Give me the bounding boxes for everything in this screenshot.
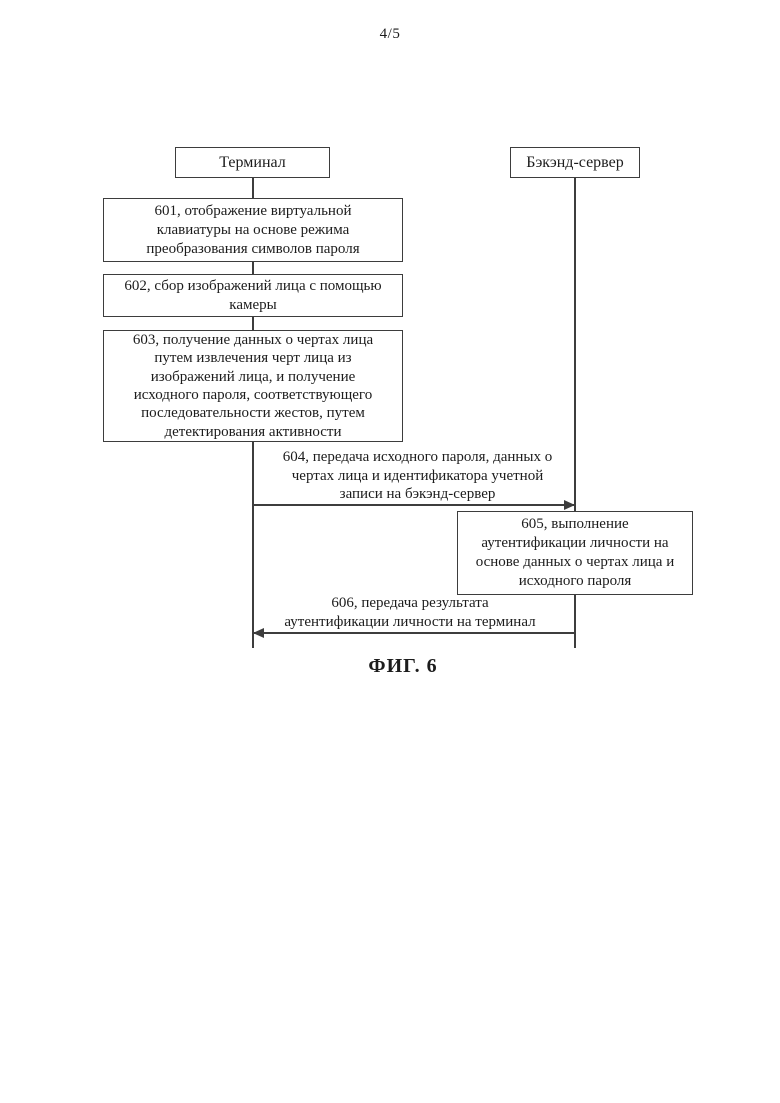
actor-box-terminal bbox=[175, 147, 330, 178]
message-arrow-606 bbox=[253, 632, 575, 634]
lifeline-terminal-segment bbox=[252, 317, 254, 330]
actor-label-backend: Бэкэнд-сервер bbox=[526, 153, 624, 171]
arrowhead-right-icon bbox=[564, 500, 575, 510]
step-box-602 bbox=[103, 274, 403, 317]
arrowhead-left-icon bbox=[253, 628, 264, 638]
step-text-603: 603, получение данных о чертах лица путем извлечения черт лица из изображений лица, и получение исходного пароля, соответствующего последовательности жестов, путем детектирования активности bbox=[132, 332, 374, 440]
message-text-606: 606, передача результата аутентификации личности на терминал bbox=[284, 595, 536, 630]
step-box-603 bbox=[103, 330, 403, 442]
step-box-601 bbox=[103, 198, 403, 262]
page-number: 4/5 bbox=[379, 26, 401, 42]
step-box-605 bbox=[457, 511, 693, 595]
message-arrow-604 bbox=[253, 504, 575, 506]
message-text-604: 604, передача исходного пароля, данных о чертах лица и идентификатора учетной записи на бэкэнд-сервер bbox=[282, 449, 553, 502]
actor-box-backend bbox=[510, 147, 640, 178]
actor-label-terminal: Терминал bbox=[219, 153, 286, 171]
step-text-601: 601, отображение виртуальной клавиатуры на основе режима преобразования символов пароля bbox=[146, 202, 360, 257]
step-text-605: 605, выполнение аутентификации личности на основе данных о чертах лица и исходного пароля bbox=[475, 516, 675, 589]
step-text-602: 602, сбор изображений лица с помощью камеры bbox=[124, 277, 382, 313]
lifeline-terminal-segment bbox=[252, 178, 254, 198]
lifeline-terminal-segment bbox=[252, 262, 254, 274]
figure-caption: ФИГ. 6 bbox=[368, 655, 438, 677]
